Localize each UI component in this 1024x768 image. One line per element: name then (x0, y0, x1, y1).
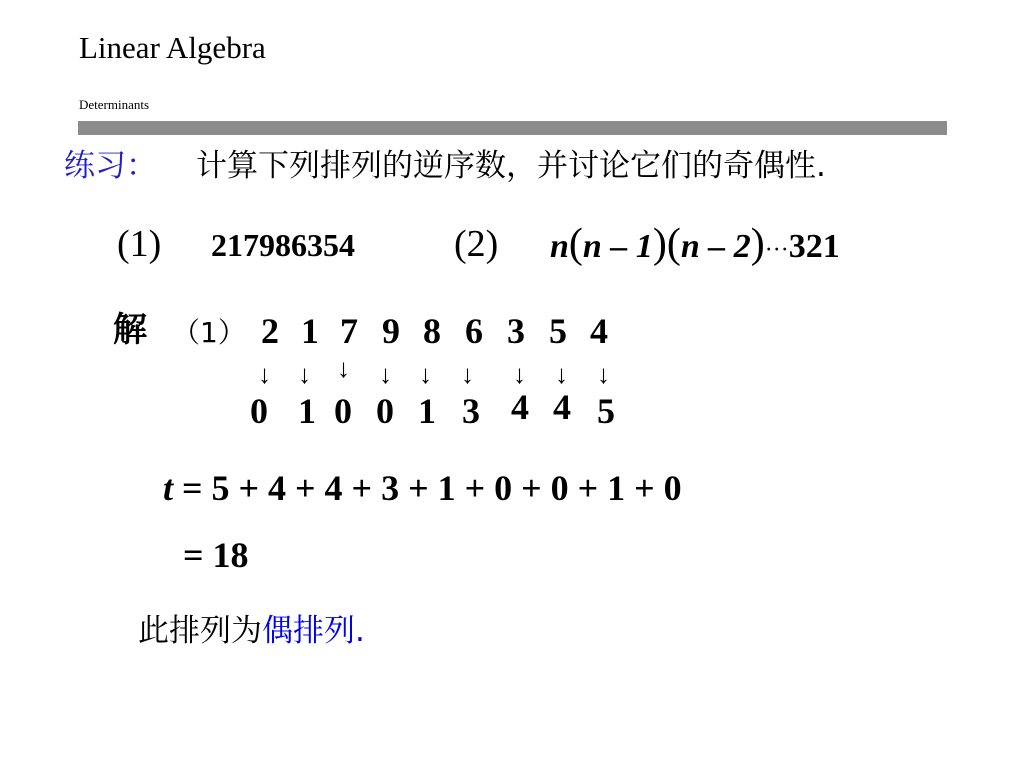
inversion-count: 1 (418, 391, 436, 431)
perm-digit: 2 (261, 311, 279, 351)
down-arrow-icon: ↓ (337, 354, 350, 383)
inversion-count: 1 (298, 391, 316, 431)
problem-2-label: (2) (454, 223, 499, 265)
conclusion-prefix: 此排列为 (138, 613, 262, 649)
perm-digit: 6 (465, 311, 483, 351)
perm-digit: 8 (423, 311, 441, 351)
perm-digit: 9 (382, 311, 400, 351)
inversion-count: 4 (553, 387, 571, 427)
paren-close-2: ) (750, 221, 765, 267)
inversion-count: 3 (462, 391, 480, 431)
problem-1-label: (1) (117, 223, 162, 265)
perm-digit: 5 (549, 311, 567, 351)
down-arrow-icon: ↓ (298, 360, 311, 389)
p2-tail: 321 (788, 228, 840, 265)
perm-digit: 1 (301, 311, 319, 351)
p2-term2: n – 2 (680, 228, 751, 265)
inversion-sum (163, 466, 682, 510)
down-arrow-icon: ↓ (513, 360, 526, 389)
perm-digit: 3 (507, 311, 525, 351)
inversion-count: 0 (376, 391, 394, 431)
solution-label: 解 (113, 310, 147, 350)
conclusion-period: . (355, 613, 365, 649)
sum-expression: = 5 + 4 + 4 + 3 + 1 + 0 + 0 + 1 + 0 (182, 468, 682, 508)
header-divider (78, 121, 947, 135)
down-arrow-icon: ↓ (461, 360, 474, 389)
inversion-count: 5 (597, 391, 615, 431)
problem-2-expression (550, 222, 840, 272)
perm-digit: 7 (340, 311, 358, 351)
down-arrow-icon: ↓ (379, 360, 392, 389)
problem-1-permutation: 217986354 (211, 227, 355, 263)
down-arrow-icon: ↓ (597, 360, 610, 389)
course-title: Linear Algebra (79, 30, 266, 65)
inversion-count: 4 (511, 387, 529, 427)
down-arrow-icon: ↓ (555, 360, 568, 389)
down-arrow-icon: ↓ (258, 360, 271, 389)
inversion-total: = 18 (183, 535, 249, 575)
inversion-count: 0 (334, 391, 352, 431)
p2-n: n (550, 228, 569, 265)
paren-close-1: ) (652, 221, 667, 267)
p2-term1: n – 1 (582, 228, 653, 265)
sum-variable: t (163, 468, 174, 508)
exercise-prompt: 计算下列排列的逆序数，并讨论它们的奇偶性. (196, 148, 826, 184)
perm-digit: 4 (590, 311, 608, 351)
paren-open-1: ( (568, 221, 583, 267)
p2-dots: ··· (764, 237, 789, 263)
parity-result: 偶排列 (262, 613, 355, 649)
solution-part-label: （1） (172, 316, 246, 349)
paren-open-2: ( (666, 221, 681, 267)
chapter-subtitle: Determinants (79, 97, 150, 112)
conclusion (138, 611, 365, 651)
inversion-count: 0 (250, 391, 268, 431)
down-arrow-icon: ↓ (419, 360, 432, 389)
exercise-label: 练习： (64, 148, 157, 184)
